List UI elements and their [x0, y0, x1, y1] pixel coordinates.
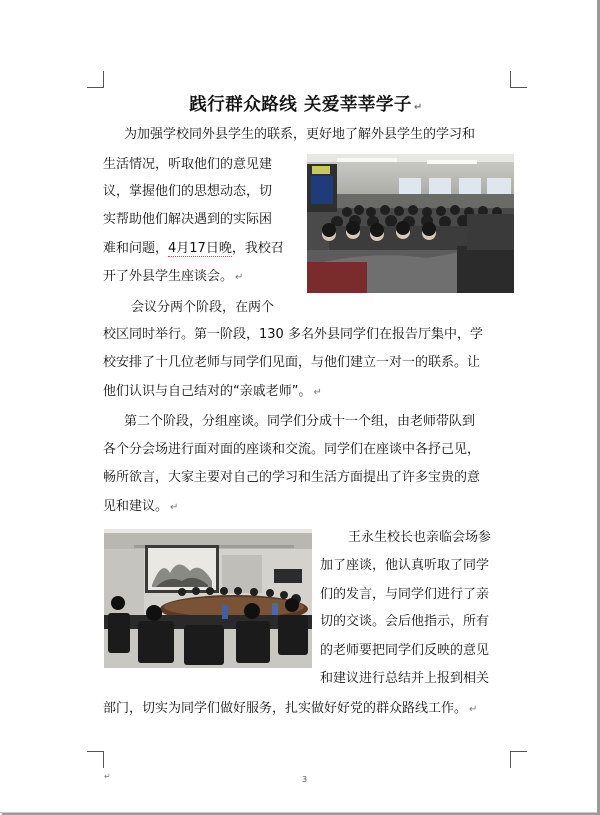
p3-line-4-text: 见和建议。 — [103, 499, 169, 514]
p1-line-5 — [103, 240, 284, 258]
paragraph-mark: ↵ — [235, 272, 244, 283]
paragraph-mark: ↵ — [170, 502, 179, 513]
margin-corner-bottom-left — [87, 751, 104, 768]
margin-corner-bottom-right — [510, 751, 527, 768]
p2-line-4-text: 他们认识与自己结对的“亲戚老师”。 — [103, 384, 312, 399]
date-text: 4月17日晚 — [168, 241, 232, 256]
p4-line-6: 和建议进行总结并上报到相关 — [320, 671, 490, 686]
p3-line-1: 第二个阶段，分组座谈。同学们分成十一个组，由老师带队到 — [124, 414, 476, 429]
margin-corner-top-left — [87, 71, 104, 88]
title-text: 践行群众路线 关爱莘莘学子 — [189, 95, 412, 115]
paragraph-mark: ↵ — [413, 102, 423, 113]
meeting-room-photo[interactable] — [104, 529, 312, 668]
p3-line-3: 畅所欲言，大家主要对自己的学习和生活方面提出了许多宝贵的意 — [103, 470, 481, 485]
p2-line-4 — [103, 383, 322, 402]
lecture-hall-photo[interactable] — [307, 154, 514, 293]
paragraph-mark: ↵ — [469, 704, 478, 715]
p1-line-4: 实帮助他们解决遇到的实际困 — [103, 212, 273, 227]
p4-line-4: 切的交谈。会后他指示，所有 — [320, 614, 490, 629]
p2-line-3: 校安排了十几位老师与同学们见面，与他们建立一对一的联系。让 — [103, 355, 481, 370]
p1-line-5a: 难和问题， — [103, 241, 169, 256]
document-title[interactable] — [100, 91, 512, 116]
paragraph-mark: ↵ — [313, 387, 322, 398]
p2-line-1: 会议分两个阶段，在两个 — [131, 300, 275, 315]
p1-line-1: 为加强学校同外县学生的联系，更好地了解外县学生的学习和 — [124, 127, 476, 142]
p4-line-7 — [103, 700, 477, 719]
p4-line-2: 加了座谈，他认真听取了同学 — [320, 558, 490, 573]
p1-line-6 — [103, 268, 243, 287]
p1-line-2: 生活情况，听取他们的意见建 — [103, 157, 273, 172]
p1-line-5b: ，我校召 — [231, 241, 284, 256]
p3-line-2: 各个分会场进行面对面的座谈和交流。同学们在座谈中各抒己见， — [103, 442, 481, 457]
p4-line-1: 王永生校长也亲临会场参 — [348, 530, 492, 545]
footer-paragraph-mark: ↵ — [104, 772, 111, 781]
margin-corner-top-right — [510, 71, 527, 88]
page-number: 3 — [302, 775, 308, 784]
p4-line-3: 们的发言，与同学们进行了亲 — [320, 587, 490, 602]
p4-line-7-text: 部门，切实为同学们做好服务，扎实做好好党的群众路线工作。 — [103, 701, 468, 716]
p4-line-5: 的老师要把同学们反映的意见 — [320, 643, 490, 658]
p2-line-2: 校区同时举行。第一阶段，130 多名外县同学们在报告厅集中，学 — [103, 327, 483, 342]
p1-line-6-text: 开了外县学生座谈会。 — [103, 269, 234, 284]
p3-line-4 — [103, 498, 178, 517]
p1-line-3: 议，掌握他们的思想动态，切 — [103, 184, 273, 199]
